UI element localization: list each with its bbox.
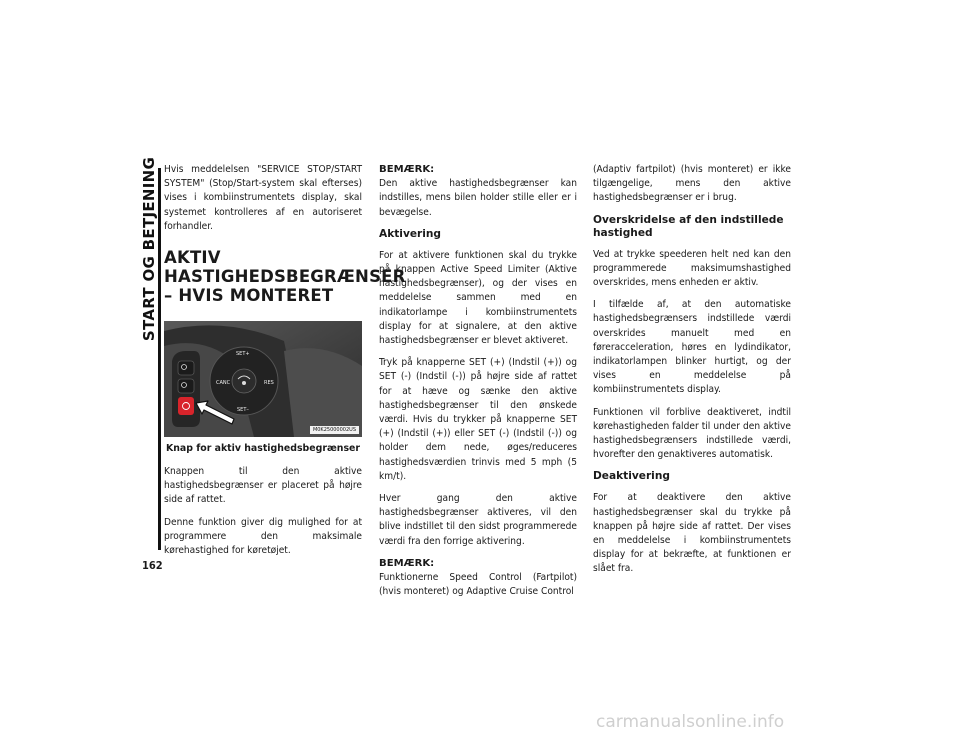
paragraph-override-1: Ved at trykke speederen helt ned kan den programmerede maksimumshastighed overskrides, mens enheden er aktiv. <box>593 248 791 289</box>
steering-wheel-figure <box>164 321 362 437</box>
heading-override: Overskridelse af den indstillede hastighed <box>593 213 784 239</box>
column-3 <box>593 163 791 585</box>
paragraph-activation-2: Tryk på knapperne SET (+) (Indstil (+)) og SET (-) (Indstil (-)) på højre side af rattet for at hæve og sænke den aktive hastighedsbegrænser til den ønskede værdi. Hvis du trykker på knapperne SET (+) (Indstil (+)) eller SET (-) (Indstil (-)) og holder dem nede, øges/reduceres hastighedsværdien trinvis med 5 mph (5 km/t). <box>379 357 577 482</box>
section-heading: AKTIV HASTIGHEDSBEGRÆNSER – HVIS MONTERET <box>164 248 406 306</box>
note-label-2: BEMÆRK: <box>379 557 435 569</box>
paragraph-override-3: Funktionen vil forblive deaktiveret, indtil kørehastigheden falder til under den aktive hastighedsbegrænsers indstillede værdi, hvorefter den genaktiveres automatisk. <box>593 406 791 461</box>
side-section-title-text: START OG BETJENING <box>140 156 158 342</box>
paragraph-activation-3: Hver gang den aktive hastighedsbegrænser aktiveres, vil den blive indstillet til den sidst programmerede værdi fra den forrige aktivering. <box>379 493 577 547</box>
paragraph-continued: (Adaptiv fartpilot) (hvis monteret) er ikke tilgængelige, mens den aktive hastighedsbegrænser er i brug. <box>593 164 791 204</box>
note-text-2: Funktionerne Speed Control (Fartpilot) (hvis monteret) og Adaptive Cruise Control <box>379 572 577 598</box>
paragraph-button-location: Knappen til den aktive hastighedsbegrænser er placeret på højre side af rattet. <box>164 466 362 506</box>
set-minus-label: SET– <box>237 407 249 414</box>
watermark: carmanualsonline.info <box>596 712 785 732</box>
canc-label: CANC <box>216 380 231 387</box>
paragraph-override-2: I tilfælde af, at den automatiske hastighedsbegrænsers indstillede værdi overskrides manuelt med en føreracceleration, høres en lydindikator, indikatorlampen blinker hurtigt, og der vises en meddelelse på kombiinstrumentets display. <box>593 299 791 396</box>
intro-paragraph: Hvis meddelelsen "SERVICE STOP/START SYSTEM" (Stop/Start-system skal efterses) vises i kombiinstrumentets display, skal systemet kontrolleres af en autoriseret forhandler. <box>164 164 362 232</box>
figure-code: M0K25000002US <box>310 426 359 434</box>
column-2 <box>379 163 577 607</box>
paragraph-activation-1: For at aktivere funktionen skal du trykke på knappen Active Speed Limiter (Aktive hastighedsbegrænser), og der vises en meddelelse sammen med en indikatorlampe i kombiinstrumentets display for at signalere, at den aktive hastighedsbegrænser er blevet aktiveret. <box>379 249 577 347</box>
steering-wheel-illustration <box>164 321 362 437</box>
set-plus-label: SET+ <box>236 351 250 358</box>
page-number: 162 <box>142 559 163 572</box>
paragraph-deactivation: For at deaktivere den aktive hastighedsbegrænser skal du trykke på knappen på højre side af rattet. Der vises en meddelelse i kombiinstrumentets display for at bekræfte, at funktionen er slået fra. <box>593 492 791 575</box>
heading-activation: Aktivering <box>379 227 442 240</box>
heading-deactivation: Deaktivering <box>593 470 670 483</box>
res-label: RES <box>264 380 274 387</box>
paragraph-function: Denne funktion giver dig mulighed for at programmere den maksimale kørehastighed for køretøjet. <box>164 516 362 557</box>
column-1 <box>164 163 406 566</box>
note-text-1: Den aktive hastighedsbegrænser kan indstilles, mens bilen holder stille eller er i bevægelse. <box>379 178 577 218</box>
figure-caption: Knap for aktiv hastighedsbegrænser <box>165 443 361 455</box>
note-label-1: BEMÆRK: <box>379 164 435 175</box>
side-divider <box>158 168 161 550</box>
